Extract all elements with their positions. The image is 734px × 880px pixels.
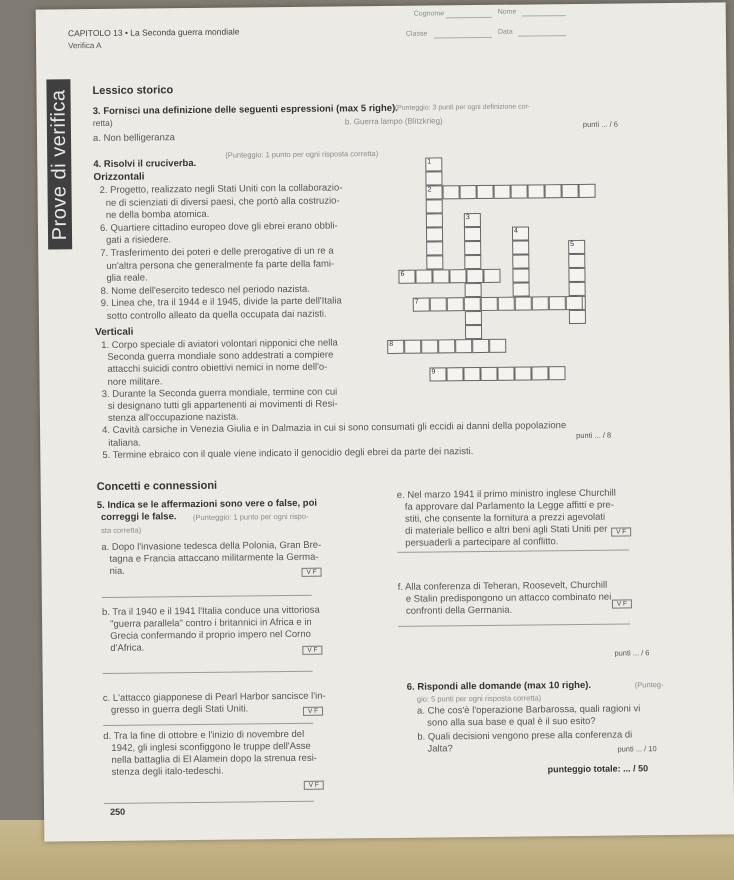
- vertical-clue-line: Seconda guerra mondiale sono addestrati a compiere: [107, 349, 334, 364]
- q6-scoring: (Punteg-: [634, 680, 664, 690]
- q6-points: punti ... / 10: [617, 744, 657, 754]
- vertical-clue-line: 1. Corpo speciale di aviatori volontari nipponici che nella: [101, 337, 338, 351]
- crossword-cell[interactable]: [579, 184, 596, 198]
- crossword-cell[interactable]: [425, 171, 442, 185]
- q4-points: punti ... / 8: [576, 430, 612, 440]
- crossword-cell[interactable]: [430, 297, 447, 311]
- statement-line: stenza degli italo-tedeschi.: [111, 765, 224, 778]
- crossword-cell[interactable]: [531, 366, 548, 380]
- question-line: Jalta?: [427, 743, 453, 755]
- true-false-checkbox[interactable]: V F: [611, 527, 631, 536]
- chapter-title: CAPITOLO 13 • La Seconda guerra mondiale: [67, 26, 240, 39]
- crossword-cell[interactable]: [465, 311, 482, 325]
- crossword-cell[interactable]: [549, 296, 566, 310]
- class-field[interactable]: [434, 37, 492, 39]
- statement-line: b. Tra il 1940 e il 1941 l'Italia conduce una vittoriosa: [101, 604, 320, 618]
- true-false-checkbox[interactable]: V F: [302, 568, 322, 577]
- crossword-cell[interactable]: [432, 269, 449, 283]
- q5-prompt-line1: 5. Indica se le affermazioni sono vere o false, poi: [96, 497, 318, 512]
- crossword-cell[interactable]: [512, 240, 529, 254]
- crossword-cell[interactable]: [566, 296, 583, 310]
- crossword-cell[interactable]: [548, 366, 565, 380]
- crossword-cell[interactable]: [426, 199, 443, 213]
- horizontal-clue-line: ne di scienziati di diversi paesi, che portò alla costruzio-: [105, 195, 340, 209]
- crossword-cell[interactable]: [465, 283, 482, 297]
- crossword-cell[interactable]: [494, 185, 511, 199]
- statement-line: persuaderli a partecipare al conflitto.: [405, 536, 559, 549]
- crossword-cell[interactable]: [426, 213, 443, 227]
- statement-line: gresso in guerra degli Stati Uniti.: [110, 703, 249, 716]
- crossword-cell[interactable]: [426, 255, 443, 269]
- crossword-number: 7: [414, 298, 419, 306]
- section-concetti-title: Concetti e connessioni: [96, 479, 218, 494]
- crossword-cell[interactable]: [464, 241, 481, 255]
- crossword-cell[interactable]: [447, 297, 464, 311]
- horizontal-clue-line: 7. Trasferimento dei poteri e delle prerogative di un re a: [100, 245, 334, 259]
- true-false-checkbox[interactable]: V F: [612, 599, 632, 608]
- crossword-cell[interactable]: [464, 297, 481, 311]
- horizontal-clue-line: 6. Quartiere cittadino europeo dove gli ebrei erano obbli-: [99, 220, 338, 234]
- vertical-clue-line: attacchi suicidi contro obiettivi nemici in nome dell'o-: [107, 361, 328, 376]
- statement-line: confronti della Germania.: [405, 604, 513, 617]
- term-a: a. Non belligeranza: [92, 132, 175, 145]
- horizontal-clue-line: un'altra persona che generalmente fa parte della fami-: [106, 258, 335, 272]
- crossword-cell[interactable]: [421, 339, 438, 353]
- crossword-cell[interactable]: [497, 367, 514, 381]
- horizontal-clue-line: sotto controllo alleato da quella occupata dai nazisti.: [106, 308, 327, 322]
- date-label: Data: [497, 28, 513, 36]
- crossword-number: 3: [465, 214, 470, 222]
- crossword-cell[interactable]: [438, 339, 455, 353]
- statement-line: tagna e Francia attaccano militarmente la Germa-: [109, 551, 319, 565]
- crossword-cell[interactable]: [477, 185, 494, 199]
- crossword-cell[interactable]: [466, 269, 483, 283]
- answer-line[interactable]: [397, 549, 629, 552]
- answer-line[interactable]: [102, 595, 312, 598]
- statement-line: d. Tra la fine di ottobre e l'inizio di novembre del: [103, 728, 305, 742]
- horizontal-clue-line: 8. Nome dell'esercito tedesco nel periodo nazista.: [100, 283, 311, 297]
- class-label: Classe: [405, 30, 428, 38]
- crossword-cell[interactable]: [465, 325, 482, 339]
- statement-line: a. Dopo l'invasione tedesca della Polonia, Gran Bre-: [101, 539, 322, 553]
- answer-line[interactable]: [104, 801, 314, 804]
- horizontal-clue-line: gati a risiedere.: [106, 234, 172, 247]
- q3-points: punti ... / 6: [582, 119, 618, 129]
- true-false-checkbox[interactable]: V F: [302, 646, 322, 655]
- crossword-cell[interactable]: [489, 339, 506, 353]
- crossword-cell[interactable]: [481, 297, 498, 311]
- statement-line: e Stalin predispongono un attacco combinato nei: [405, 591, 612, 605]
- crossword-cell[interactable]: [511, 184, 528, 198]
- true-false-checkbox[interactable]: V F: [303, 707, 323, 716]
- crossword-cell[interactable]: [415, 269, 432, 283]
- q3-scoring-cont: retta): [92, 117, 113, 129]
- horizontal-clue-line: glia reale.: [106, 272, 148, 285]
- crossword-cell[interactable]: [426, 227, 443, 241]
- surname-field[interactable]: [446, 17, 492, 18]
- q4-scoring: (Punteggio: 1 punto per ogni risposta corretta): [225, 149, 379, 160]
- crossword-cell[interactable]: [464, 255, 481, 269]
- crossword-cell[interactable]: [562, 184, 579, 198]
- vertical-clue-line: si designano tutti gli appartenenti ai movimenti di Resi-: [107, 398, 338, 412]
- q6-prompt: 6. Rispondi alle domande (max 10 righe).: [406, 679, 592, 693]
- crossword-cell[interactable]: [449, 269, 466, 283]
- answer-line[interactable]: [398, 623, 630, 626]
- crossword-cell[interactable]: [464, 227, 481, 241]
- vertical-clue-line: nore militare.: [107, 375, 163, 388]
- q3-prompt: 3. Fornisci una definizione delle seguenti espressioni (max 5 righe).: [92, 102, 398, 118]
- q3-scoring: (Punteggio: 3 punti per ogni definizione cor-: [394, 103, 531, 112]
- vertical-clue-line: 3. Durante la Seconda guerra mondiale, termine con cui: [101, 386, 338, 400]
- side-label: Prove di verifica: [46, 88, 71, 240]
- surname-label: Cognome: [413, 10, 445, 18]
- vertical-clue-line: italiana.: [108, 437, 142, 449]
- crossword-number: 9: [431, 368, 436, 376]
- test-version: Verifica A: [67, 40, 102, 51]
- crossword-cell[interactable]: [404, 340, 421, 354]
- question-line: b. Quali decisioni vengono prese alla conferenza di: [417, 729, 633, 743]
- name-label: Nome: [497, 8, 517, 16]
- crossword-cell[interactable]: [545, 184, 562, 198]
- q5-prompt-line2: correggi le false.: [100, 511, 177, 523]
- crossword-cell[interactable]: [532, 296, 549, 310]
- page-number: 250: [110, 806, 126, 817]
- crossword-cell[interactable]: [443, 185, 460, 199]
- vertical-title: Verticali: [94, 326, 134, 339]
- vertical-clue-line: 4. Cavità carsiche in Venezia Giulia e in Dalmazia in cui si sono consumati gli eccidi ai danni della popolazione: [102, 420, 567, 437]
- question-line: sono alla sua base e qual è il suo esito?: [427, 715, 596, 729]
- crossword-cell[interactable]: [463, 367, 480, 381]
- crossword-cell[interactable]: [446, 367, 463, 381]
- crossword-number: 5: [570, 241, 575, 249]
- statement-line: "guerra parallela" contro i britannici in Africa e in: [110, 616, 312, 630]
- statement-line: f. Alla conferenza di Teheran, Roosevelt, Churchill: [397, 579, 608, 593]
- section-lessico-title: Lessico storico: [92, 84, 174, 98]
- crossword-cell[interactable]: [472, 339, 489, 353]
- crossword-cell[interactable]: [513, 282, 530, 296]
- vertical-clue-line: 5. Termine ebraico con il quale viene indicato il genocidio degli ebrei da parte dei nazisti.: [102, 445, 474, 461]
- statement-line: 1942, gli inglesi sconfiggono le truppe dell'Asse: [111, 740, 311, 754]
- statement-line: nia.: [109, 565, 125, 577]
- question-line: a. Che cos'è l'operazione Barbarossa, quali ragioni vi: [416, 703, 641, 717]
- total-score: punteggio totale: ... / 50: [547, 763, 649, 775]
- crossword-cell[interactable]: [483, 269, 500, 283]
- worksheet-page: [36, 2, 734, 841]
- q5-scoring: (Punteggio: 1 punto per ogni rispo-: [192, 511, 309, 523]
- crossword-cell[interactable]: [569, 310, 586, 324]
- horizontal-clue-line: ne della bomba atomica.: [105, 209, 210, 222]
- crossword-cell[interactable]: [426, 241, 443, 255]
- crossword-cell[interactable]: [455, 339, 472, 353]
- statement-line: stiti, che consente la fornitura a prezzi agevolati: [404, 511, 606, 525]
- q4-prompt: 4. Risolvi il cruciverba.: [93, 157, 197, 171]
- crossword-cell[interactable]: [512, 254, 529, 268]
- crossword-cell[interactable]: [460, 185, 477, 199]
- crossword-number: 1: [427, 158, 432, 166]
- date-field[interactable]: [518, 35, 566, 37]
- crossword-number: 4: [513, 227, 518, 235]
- horizontal-clue-line: 9. Linea che, tra il 1944 e il 1945, divide la parte dell'Italia: [100, 295, 342, 310]
- crossword-cell[interactable]: [528, 184, 545, 198]
- q5-points: punti ... / 6: [614, 648, 650, 658]
- q5-scoring-cont: sta corretta): [101, 525, 142, 535]
- answer-line[interactable]: [103, 723, 313, 726]
- crossword-cell[interactable]: [480, 367, 497, 381]
- crossword-cell[interactable]: [568, 254, 585, 268]
- horizontal-clue-line: 2. Progetto, realizzato negli Stati Uniti con la collaborazio-: [99, 182, 343, 196]
- statement-line: Grecia confermando il proprio impero nel Corno: [110, 628, 311, 642]
- statement-line: e. Nel marzo 1941 il primo ministro inglese Churchill: [396, 487, 616, 501]
- crossword-cell[interactable]: [515, 296, 532, 310]
- answer-line[interactable]: [103, 671, 313, 674]
- crossword-cell[interactable]: [569, 282, 586, 296]
- statement-line: nella battaglia di El Alamein dopo la strenua resi-: [111, 752, 318, 766]
- crossword-number: 8: [389, 340, 394, 348]
- vertical-clue-line: stenza all'occupazione nazista.: [107, 411, 239, 425]
- q6-scoring-cont: gio: 5 punti per ogni risposta corretta): [416, 693, 542, 704]
- name-field[interactable]: [522, 15, 566, 16]
- true-false-checkbox[interactable]: V F: [304, 781, 324, 790]
- term-b: b. Guerra lampo (Blitzkrieg): [344, 116, 443, 127]
- crossword-cell[interactable]: [498, 297, 515, 311]
- crossword-cell[interactable]: [568, 268, 585, 282]
- statement-line: di materiale bellico e altri beni agli Stati Uniti per: [405, 523, 608, 537]
- crossword-number: 2: [427, 186, 432, 194]
- crossword-cell[interactable]: [514, 366, 531, 380]
- horizontal-title: Orizzontali: [93, 171, 145, 184]
- statement-line: c. L'attacco giapponese di Pearl Harbor sancisce l'in-: [102, 690, 326, 704]
- crossword-number: 6: [400, 270, 405, 278]
- statement-line: d'Africa.: [110, 642, 145, 654]
- statement-line: fa approvare dal Parlamento la Legge affitti e pre-: [404, 499, 614, 513]
- crossword-cell[interactable]: [512, 268, 529, 282]
